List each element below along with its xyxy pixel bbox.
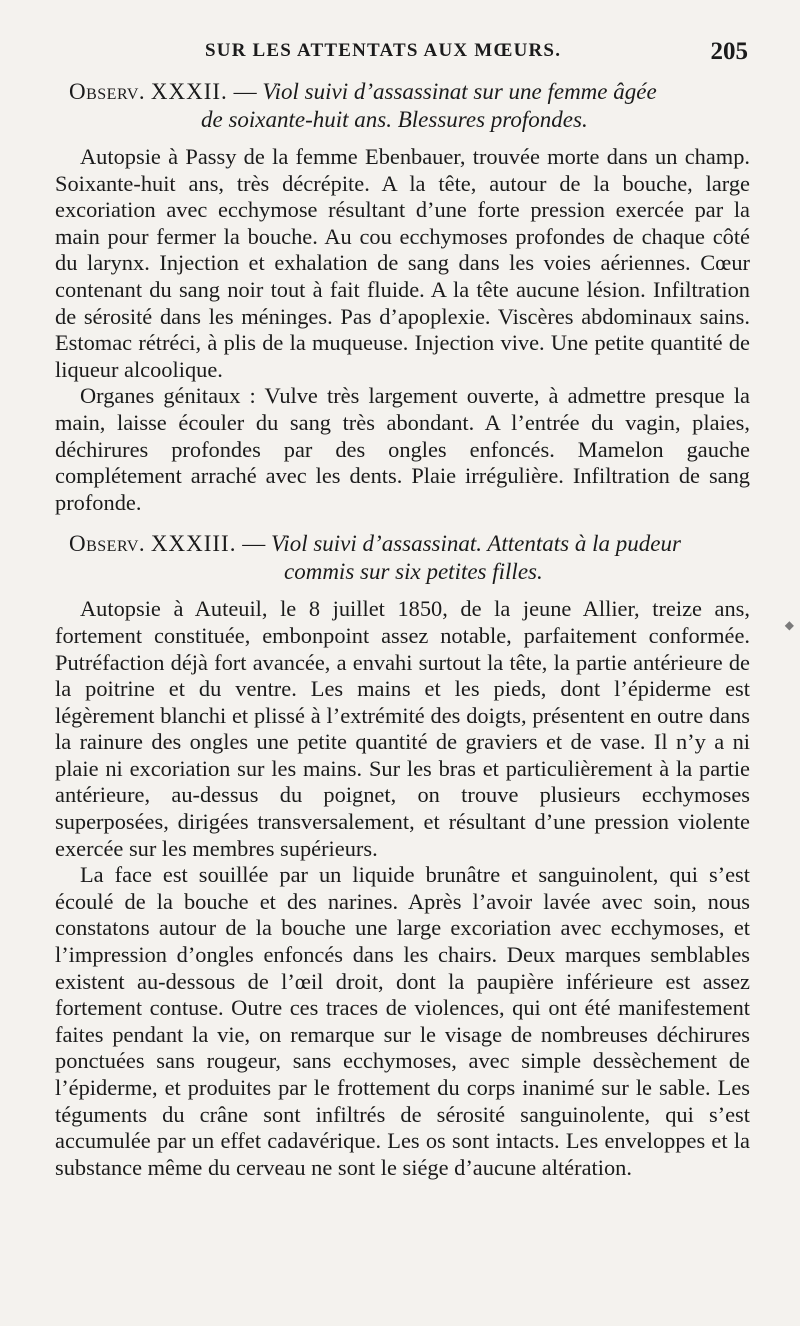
observation-subtitle: de soixante-huit ans. Blessures profondes. xyxy=(201,107,588,132)
observation-heading xyxy=(55,530,750,586)
margin-mark-icon: ◆ xyxy=(784,618,794,632)
observation-33 xyxy=(55,530,750,1181)
running-title: SUR LES ATTENTATS AUX MŒURS. xyxy=(205,40,562,61)
observation-title: Viol suivi d’assassinat. Attentats à la pudeur xyxy=(270,531,681,557)
observation-label: Observ. xyxy=(69,79,146,104)
observation-label: Observ. xyxy=(69,531,146,557)
observation-heading xyxy=(55,78,750,134)
observation-dash: — xyxy=(227,79,263,104)
page-number: 205 xyxy=(710,38,748,65)
paragraph: Autopsie à Auteuil, le 8 juillet 1850, de la jeune Allier, treize ans, fortement constituée, embonpoint assez notable, parfaitement conformée. Putréfaction déjà fort avancée, a envahi surtout la tête, la partie antérieure de la poitrine et du ventre. Les mains et les pieds, dont l’épiderme est légèrement blanchi et plissé à l’extrémité des doigts, présentent en outre dans la rainure des ongles une petite quantité de graviers et de vase. Il n’y a ni plaie ni excoriation sur les mains. Sur les bras et particulièrement à la partie antérieure, au-dessus du poignet, on trouve plusieurs ecchymoses superposées, dirigées transversalement, et résultant d’une pression violente exercée sur les membres supérieurs. xyxy=(55,596,750,861)
observation-subtitle: commis sur six petites filles. xyxy=(284,559,543,585)
observation-dash: — xyxy=(236,531,271,557)
observation-32 xyxy=(55,78,750,516)
observation-number: XXXIII. xyxy=(150,531,237,557)
paragraph: La face est souillée par un liquide brunâtre et sanguinolent, qui s’est écoulé de la bouche et des narines. Après l’avoir lavée avec soin, nous constatons autour de la bouche une large excoriation avec ecchymoses, et l’impression d’ongles enfoncés dans les chairs. Deux marques semblables existent au-dessous de l’œil droit, dont la paupière inférieure est assez fortement contuse. Outre ces traces de violences, qui ont été manifestement faites pendant la vie, on remarque sur le visage de nombreuses déchirures ponctuées sans rougeur, sans ecchymoses, avec simple dessèchement de l’épiderme, et produites par le frottement du corps inanimé sur le sable. Les téguments du crâne sont infiltrés de sérosité sanguinolente, qui s’est accumulée par un effet cadavérique. Les os sont intacts. Les enveloppes et la substance même du cerveau ne sont le siége d’aucune altération. xyxy=(55,862,750,1180)
paragraph: Autopsie à Passy de la femme Ebenbauer, trouvée morte dans un champ. Soixante-huit ans, très décrépite. A la tête, autour de la bouche, large excoriation avec ecchymose résultant d’une forte pression exercée par la main pour fermer la bouche. Au cou ecchymoses profondes de chaque côté du larynx. Injection et exhalation de sang dans les voies aériennes. Cœur contenant du sang noir tout à fait fluide. A la tête aucune lésion. Infiltration de sérosité dans les méninges. Pas d’apoplexie. Viscères abdominaux sains. Estomac rétréci, à plis de la muqueuse. Injection vive. Une petite quantité de liqueur alcoolique. xyxy=(55,144,750,382)
book-page xyxy=(55,38,750,1308)
paragraph: Organes génitaux : Vulve très largement ouverte, à admettre presque la main, laisse écouler du sang très abondant. A l’entrée du vagin, plaies, déchirures profondes par des ongles enfoncés. Mamelon gauche complétement arraché avec les dents. Plaie irrégulière. Infiltration de sang profonde. xyxy=(55,383,750,515)
observation-number: XXXII. xyxy=(150,79,228,104)
running-header xyxy=(55,38,750,78)
observation-title: Viol suivi d’assassinat sur une femme âgée xyxy=(262,79,657,104)
